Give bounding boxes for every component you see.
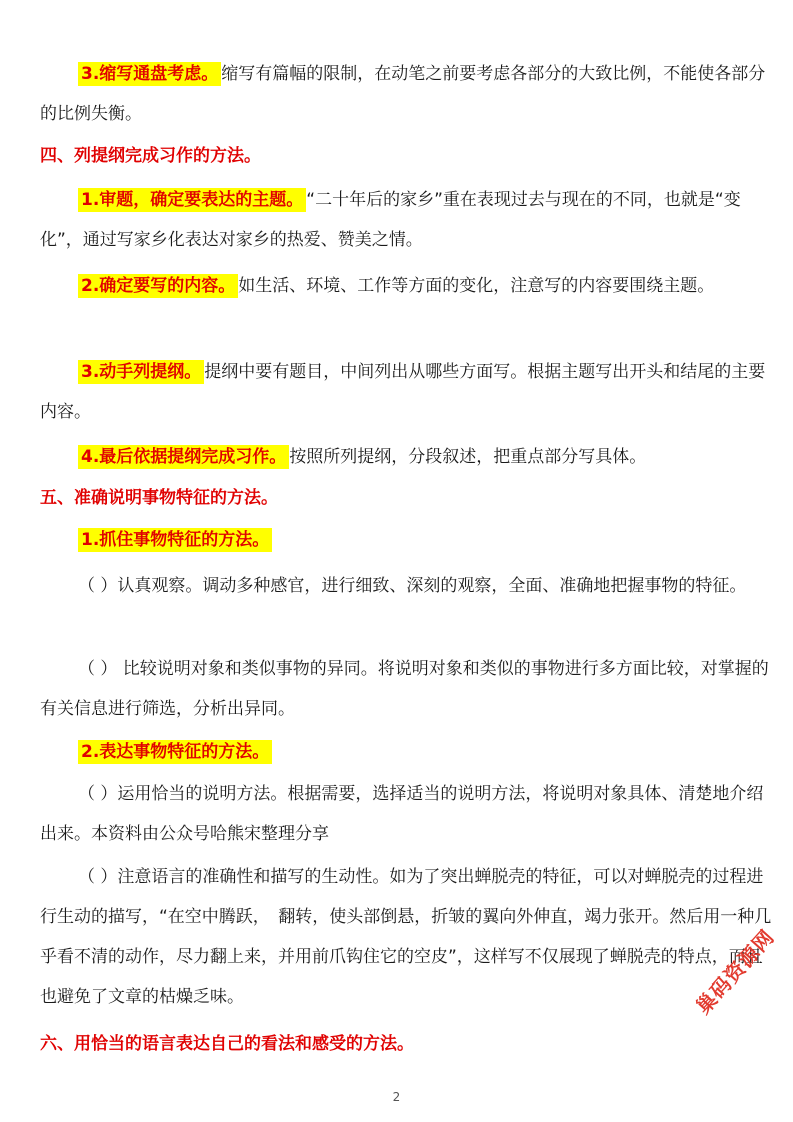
paragraph-observe: （ ）认真观察。调动多种感官，进行细致、深刻的观察，全面、准确地把握事物的特征。 (78, 576, 747, 596)
paragraph-finish (40, 437, 778, 477)
section-heading-4: 四、列提纲完成习作的方法。 (40, 146, 261, 166)
paragraph-abridge-planning (40, 54, 778, 134)
highlighted-point: 3.缩写通盘考虑。 (78, 62, 221, 86)
highlighted-subheading: 1.抓住事物特征的方法。 (78, 528, 272, 552)
section-heading-6: 六、用恰当的语言表达自己的看法和感受的方法。 (40, 1034, 414, 1054)
watermark-stamp: 巢码资源网 (690, 924, 780, 1019)
page-number: 2 (392, 1090, 401, 1104)
paragraph-text: 如生活、环境、工作等方面的变化，注意写的内容要围绕主题。 (238, 276, 715, 296)
highlighted-subheading: 2.表达事物特征的方法。 (78, 740, 272, 764)
paragraph-methods: （ ）运用恰当的说明方法。根据需要，选择适当的说明方法，将说明对象具体、清楚地介绍出来。本资料由公众号哈熊宋整理分享 (40, 784, 764, 844)
paragraph-text: 提纲中要有题目，中间列出从哪些方面写。根据主题写出开头和结尾的主要内容。 (40, 362, 766, 422)
highlighted-point: 3.动手列提纲。 (78, 360, 204, 384)
highlighted-point: 1.审题，确定要表达的主题。 (78, 188, 306, 212)
highlighted-point: 4.最后依据提纲完成习作。 (78, 445, 289, 469)
paragraph-language: （ ）注意语言的准确性和描写的生动性。如为了突出蝉脱壳的特征，可以对蝉脱壳的过程进行生动的描写，“在空中腾跃， 翻转，使头部倒悬，折皱的翼向外伸直，竭力张开。然后用一种几乎看不清的动作，尽力翻上来，并用前爪钩住它的空皮”，这样写不仅展现了蝉脱壳的特点，而且也避免了文章的枯燥乏味。 (40, 867, 772, 1007)
paragraph-text: 按照所列提纲，分段叙述，把重点部分写具体。 (289, 447, 647, 467)
highlighted-point: 2.确定要写的内容。 (78, 274, 238, 298)
paragraph-outline (40, 352, 778, 432)
paragraph-text: “二十年后的家乡”重在表现过去与现在的不同，也就是“变化”，通过写家乡化表达对家乡的热爱、赞美之情。 (40, 190, 741, 250)
section-heading-5: 五、准确说明事物特征的方法。 (40, 488, 278, 508)
paragraph-compare: （ ） 比较说明对象和类似事物的异同。将说明对象和类似的事物进行多方面比较，对掌握的有关信息进行筛选，分析出异同。 (40, 659, 769, 719)
subheading-1 (40, 520, 778, 560)
paragraph-theme (40, 180, 778, 260)
paragraph-content (40, 266, 778, 306)
paragraph-text: 缩写有篇幅的限制，在动笔之前要考虑各部分的大致比例，不能使各部分的比例失衡。 (40, 64, 766, 124)
subheading-2 (40, 732, 778, 772)
